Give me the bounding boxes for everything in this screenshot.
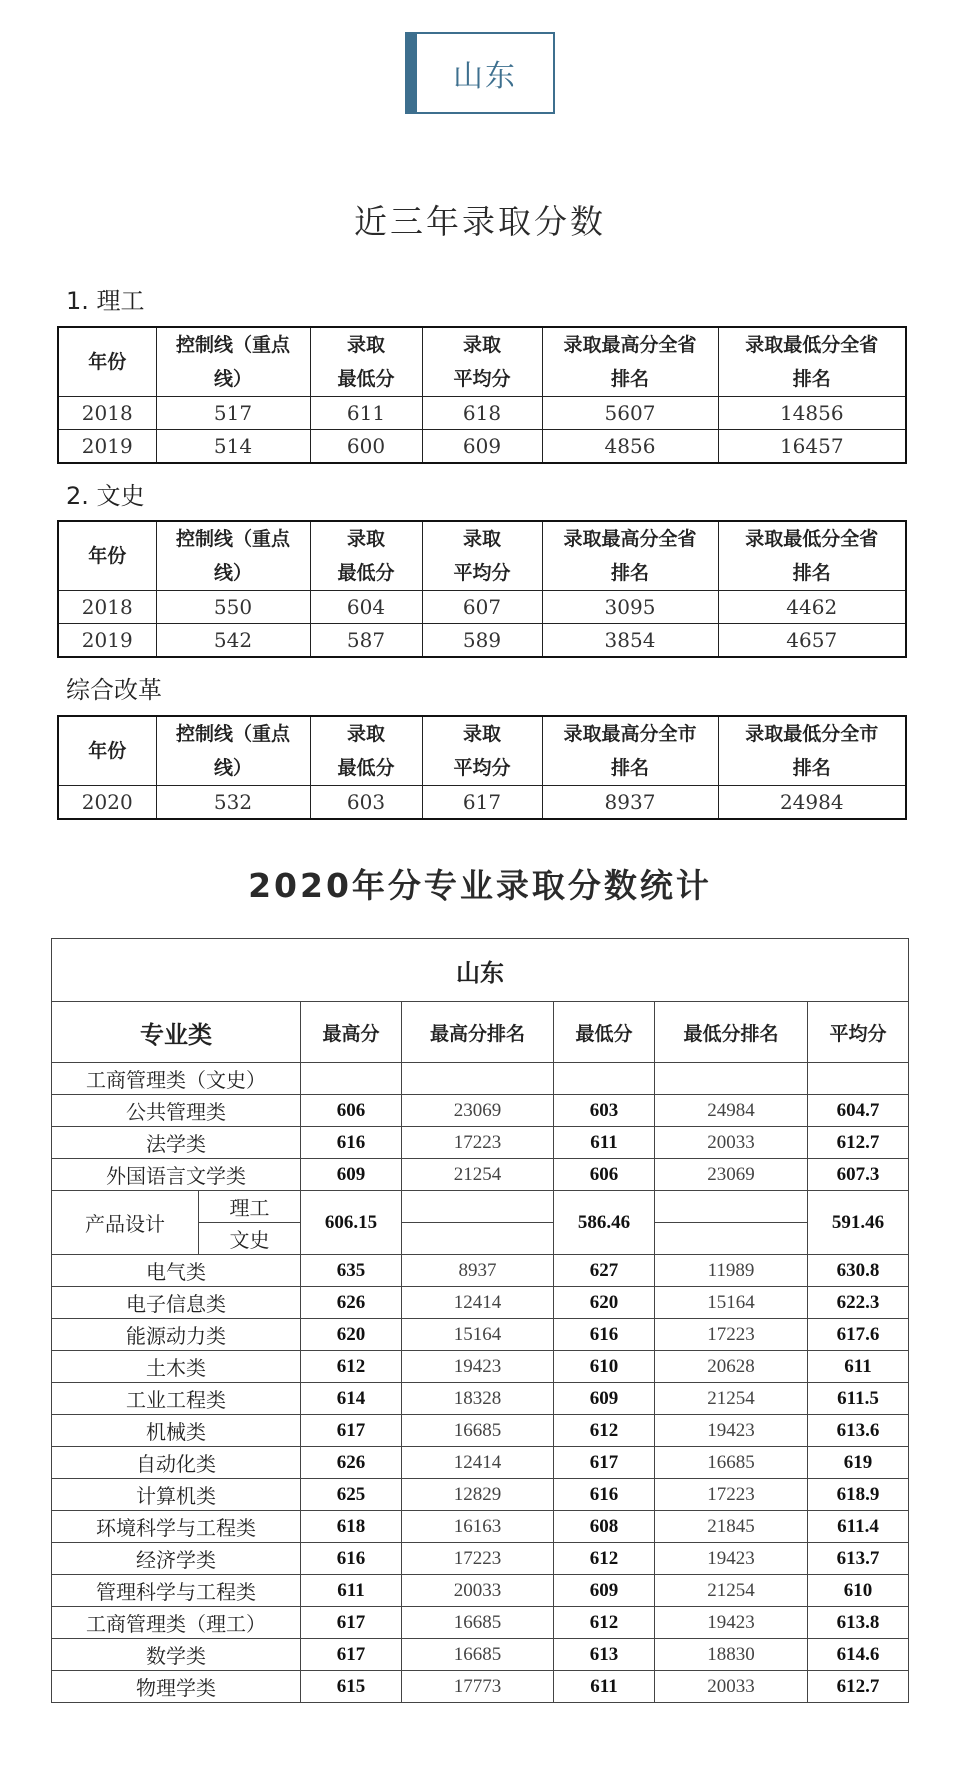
table-cell: 616 [554,1319,655,1351]
table-cell: 17223 [655,1479,808,1511]
table-cell: 616 [554,1479,655,1511]
table-cell: 603 [554,1095,655,1127]
badge-accent-bar [407,34,417,112]
table-cell: 4856 [542,430,718,464]
table-cell: 15164 [655,1287,808,1319]
table-cell: 20033 [655,1127,808,1159]
table-cell: 12414 [402,1447,554,1479]
major-name: 数学类 [52,1639,301,1671]
science-score-table [57,326,907,464]
table-cell: 589 [422,624,542,658]
table-cell: 3095 [542,591,718,624]
table-cell: 16457 [718,430,906,464]
column-header [718,521,906,591]
table-cell: 587 [310,624,422,658]
table-row [52,1671,909,1703]
table-cell: 609 [554,1575,655,1607]
table-cell: 542 [156,624,310,658]
table-row [52,1319,909,1351]
table-cell: 616 [301,1127,402,1159]
arts-score-table [57,520,907,658]
table-cell: 11989 [655,1255,808,1287]
column-header: 最高分 [301,1002,402,1063]
header-line: 排名 [792,562,831,584]
table-cell: 617 [422,786,542,820]
table-cell: 613 [554,1639,655,1671]
table-cell: 16685 [655,1447,808,1479]
table-cell: 20628 [655,1351,808,1383]
empty-cell [655,1191,808,1223]
table-cell: 618.9 [808,1479,909,1511]
table-cell: 20033 [402,1575,554,1607]
table-cell: 8937 [402,1255,554,1287]
table-row [58,591,906,624]
table-row [52,1415,909,1447]
table-cell: 609 [422,430,542,464]
table-cell: 19423 [655,1415,808,1447]
table-cell: 616 [301,1543,402,1575]
table-row [52,1127,909,1159]
column-header [310,716,422,786]
header-line: 录取最高分全省 [563,528,697,550]
column-header [58,716,156,786]
table-cell: 2019 [58,430,156,464]
header-line: 录取 [462,723,501,745]
table-cell: 17223 [655,1319,808,1351]
table-cell: 604 [310,591,422,624]
table-row [52,1255,909,1287]
table-cell: 532 [156,786,310,820]
table-cell: 615 [301,1671,402,1703]
table-cell: 15164 [402,1319,554,1351]
header-line: 录取最低分全市 [745,723,879,745]
table-cell: 617 [301,1639,402,1671]
table-cell: 611 [301,1575,402,1607]
major-name: 管理科学与工程类 [52,1575,301,1607]
column-header: 最低分排名 [655,1002,808,1063]
header-line: 录取 [346,723,385,745]
badge-label: 山东 [453,59,517,94]
table-cell: 611 [554,1127,655,1159]
header-line: 平均分 [453,368,511,390]
column-header [58,521,156,591]
track-label: 理工 [199,1191,301,1223]
header-line: 录取最高分全市 [563,723,697,745]
header-line: 控制线（重点 [175,334,290,356]
table-cell: 517 [156,397,310,430]
major-name: 机械类 [52,1415,301,1447]
table-cell: 21254 [655,1575,808,1607]
header-line: 线） [213,757,252,779]
major-name: 环境科学与工程类 [52,1511,301,1543]
major-name: 外国语言文学类 [52,1159,301,1191]
column-header [58,327,156,397]
table-cell: 8937 [542,786,718,820]
table-cell: 19423 [402,1351,554,1383]
header-line: 年份 [88,351,127,373]
table-cell: 622.3 [808,1287,909,1319]
table-cell: 611 [554,1671,655,1703]
table-cell: 625 [301,1479,402,1511]
header-line: 最低分 [337,757,395,779]
table-cell: 21254 [402,1159,554,1191]
empty-cell [554,1063,655,1095]
table-cell: 18830 [655,1639,808,1671]
table-label-science: 1. 理工 [66,287,145,315]
header-line: 排名 [610,757,649,779]
major-name: 法学类 [52,1127,301,1159]
table-row [52,1447,909,1479]
table-row [52,1383,909,1415]
header-line: 录取最低分全省 [745,334,879,356]
table-row [58,624,906,658]
table-cell: 603 [310,786,422,820]
table-cell: 612 [554,1543,655,1575]
table-cell: 607.3 [808,1159,909,1191]
table-cell: 620 [301,1319,402,1351]
table-cell: 617 [554,1447,655,1479]
header-line: 控制线（重点 [175,723,290,745]
table-cell: 610 [808,1575,909,1607]
table-cell: 613.7 [808,1543,909,1575]
table-cell: 617.6 [808,1319,909,1351]
table-label-reform: 综合改革 [66,676,162,704]
table-cell: 611.4 [808,1511,909,1543]
empty-cell [402,1191,554,1223]
header-line: 录取最高分全省 [563,334,697,356]
header-line: 录取 [346,528,385,550]
table-cell: 21254 [655,1383,808,1415]
table-cell: 586.46 [554,1191,655,1255]
column-header [310,327,422,397]
major-name: 电子信息类 [52,1287,301,1319]
table-row [52,1159,909,1191]
table-cell: 600 [310,430,422,464]
table-cell: 24984 [718,786,906,820]
table-cell: 617 [301,1607,402,1639]
header-line: 控制线（重点 [175,528,290,550]
table-cell: 604.7 [808,1095,909,1127]
table-cell: 12829 [402,1479,554,1511]
group-label: 工商管理类（文史） [52,1063,301,1095]
table-cell: 606.15 [301,1191,402,1255]
table-cell: 610 [554,1351,655,1383]
column-header [542,327,718,397]
table-cell: 620 [554,1287,655,1319]
major-name: 经济学类 [52,1543,301,1575]
header-line: 最低分 [337,562,395,584]
table-row [52,1351,909,1383]
table-cell: 612 [554,1415,655,1447]
column-header: 最高分排名 [402,1002,554,1063]
column-header: 专业类 [52,1002,301,1063]
table-cell: 12414 [402,1287,554,1319]
table-cell: 611 [808,1351,909,1383]
table-cell: 23069 [402,1095,554,1127]
table-cell: 16685 [402,1639,554,1671]
major-name: 土木类 [52,1351,301,1383]
table-cell: 20033 [655,1671,808,1703]
table-row [52,1639,909,1671]
table-cell: 19423 [655,1543,808,1575]
section-title-three-years: 近三年录取分数 [354,202,606,241]
empty-cell [301,1063,402,1095]
table-cell: 19423 [655,1607,808,1639]
table-cell: 2020 [58,786,156,820]
column-header [422,327,542,397]
header-line: 线） [213,562,252,584]
table-cell: 591.46 [808,1191,909,1255]
header-line: 排名 [610,562,649,584]
header-line: 最低分 [337,368,395,390]
empty-cell [655,1223,808,1255]
table-cell: 2018 [58,591,156,624]
column-header: 最低分 [554,1002,655,1063]
major-name: 物理学类 [52,1671,301,1703]
group-row [52,1063,909,1095]
empty-cell [655,1063,808,1095]
table-cell: 618 [422,397,542,430]
major-score-table [51,938,909,1703]
empty-cell [402,1063,554,1095]
track-label: 文史 [199,1223,301,1255]
column-header [718,716,906,786]
column-header [422,521,542,591]
table-row [52,1511,909,1543]
table-row [52,1287,909,1319]
major-name: 工业工程类 [52,1383,301,1415]
header-line: 线） [213,368,252,390]
table-cell: 18328 [402,1383,554,1415]
column-header [542,716,718,786]
header-line: 年份 [88,545,127,567]
major-name: 工商管理类（理工） [52,1607,301,1639]
table-cell: 635 [301,1255,402,1287]
column-header: 平均分 [808,1002,909,1063]
table-row [52,1575,909,1607]
table-cell: 550 [156,591,310,624]
table-cell: 16685 [402,1607,554,1639]
table-row [52,1607,909,1639]
table-cell: 613.6 [808,1415,909,1447]
header-line: 录取 [462,528,501,550]
product-design-row [52,1191,909,1223]
table-header-row [58,716,906,786]
major-name: 产品设计 [52,1191,199,1255]
table-cell: 607 [422,591,542,624]
table-cell: 16685 [402,1415,554,1447]
header-line: 排名 [610,368,649,390]
table-cell: 626 [301,1447,402,1479]
major-name: 计算机类 [52,1479,301,1511]
reform-score-table [57,715,907,820]
table-cell: 626 [301,1287,402,1319]
empty-cell [808,1063,909,1095]
major-name: 自动化类 [52,1447,301,1479]
column-header [718,327,906,397]
table-cell: 606 [554,1159,655,1191]
table-cell: 2019 [58,624,156,658]
province-title-row [52,939,909,1002]
column-header [156,327,310,397]
table-cell: 14856 [718,397,906,430]
column-header [422,716,542,786]
table-cell: 612.7 [808,1127,909,1159]
table-cell: 611.5 [808,1383,909,1415]
table-cell: 612 [554,1607,655,1639]
table-cell: 16163 [402,1511,554,1543]
table-cell: 17773 [402,1671,554,1703]
table-cell: 4657 [718,624,906,658]
column-header [156,521,310,591]
table-cell: 609 [301,1159,402,1191]
province-title: 山东 [52,939,909,1002]
header-line: 年份 [88,740,127,762]
table-cell: 606 [301,1095,402,1127]
table-cell: 3854 [542,624,718,658]
table-row [58,786,906,820]
table-cell: 630.8 [808,1255,909,1287]
table-cell: 612.7 [808,1671,909,1703]
table-cell: 17223 [402,1127,554,1159]
table-cell: 4462 [718,591,906,624]
table-row [52,1543,909,1575]
table-cell: 627 [554,1255,655,1287]
table-cell: 614.6 [808,1639,909,1671]
table-cell: 2018 [58,397,156,430]
table-cell: 613.8 [808,1607,909,1639]
table-cell: 617 [301,1415,402,1447]
table-header-row [58,521,906,591]
table-header-row [58,327,906,397]
table-cell: 24984 [655,1095,808,1127]
table-cell: 612 [301,1351,402,1383]
section-title-major-stats: 2020年分专业录取分数统计 [248,866,712,905]
table-label-arts: 2. 文史 [66,482,145,510]
major-name: 公共管理类 [52,1095,301,1127]
table-cell: 611 [310,397,422,430]
header-line: 排名 [792,757,831,779]
table-cell: 23069 [655,1159,808,1191]
header-line: 排名 [792,368,831,390]
empty-cell [402,1223,554,1255]
major-name: 电气类 [52,1255,301,1287]
table-cell: 614 [301,1383,402,1415]
table-cell: 619 [808,1447,909,1479]
column-header [156,716,310,786]
major-name: 能源动力类 [52,1319,301,1351]
header-line: 录取 [462,334,501,356]
header-line: 录取 [346,334,385,356]
table-cell: 5607 [542,397,718,430]
table-header-row [52,1002,909,1063]
province-badge [405,32,555,114]
header-line: 录取最低分全省 [745,528,879,550]
column-header [310,521,422,591]
table-cell: 608 [554,1511,655,1543]
table-row [52,1479,909,1511]
header-line: 平均分 [453,757,511,779]
table-row [58,430,906,464]
table-cell: 514 [156,430,310,464]
table-row [52,1095,909,1127]
table-cell: 618 [301,1511,402,1543]
table-cell: 21845 [655,1511,808,1543]
column-header [542,521,718,591]
table-cell: 609 [554,1383,655,1415]
header-line: 平均分 [453,562,511,584]
table-row [58,397,906,430]
table-cell: 17223 [402,1543,554,1575]
